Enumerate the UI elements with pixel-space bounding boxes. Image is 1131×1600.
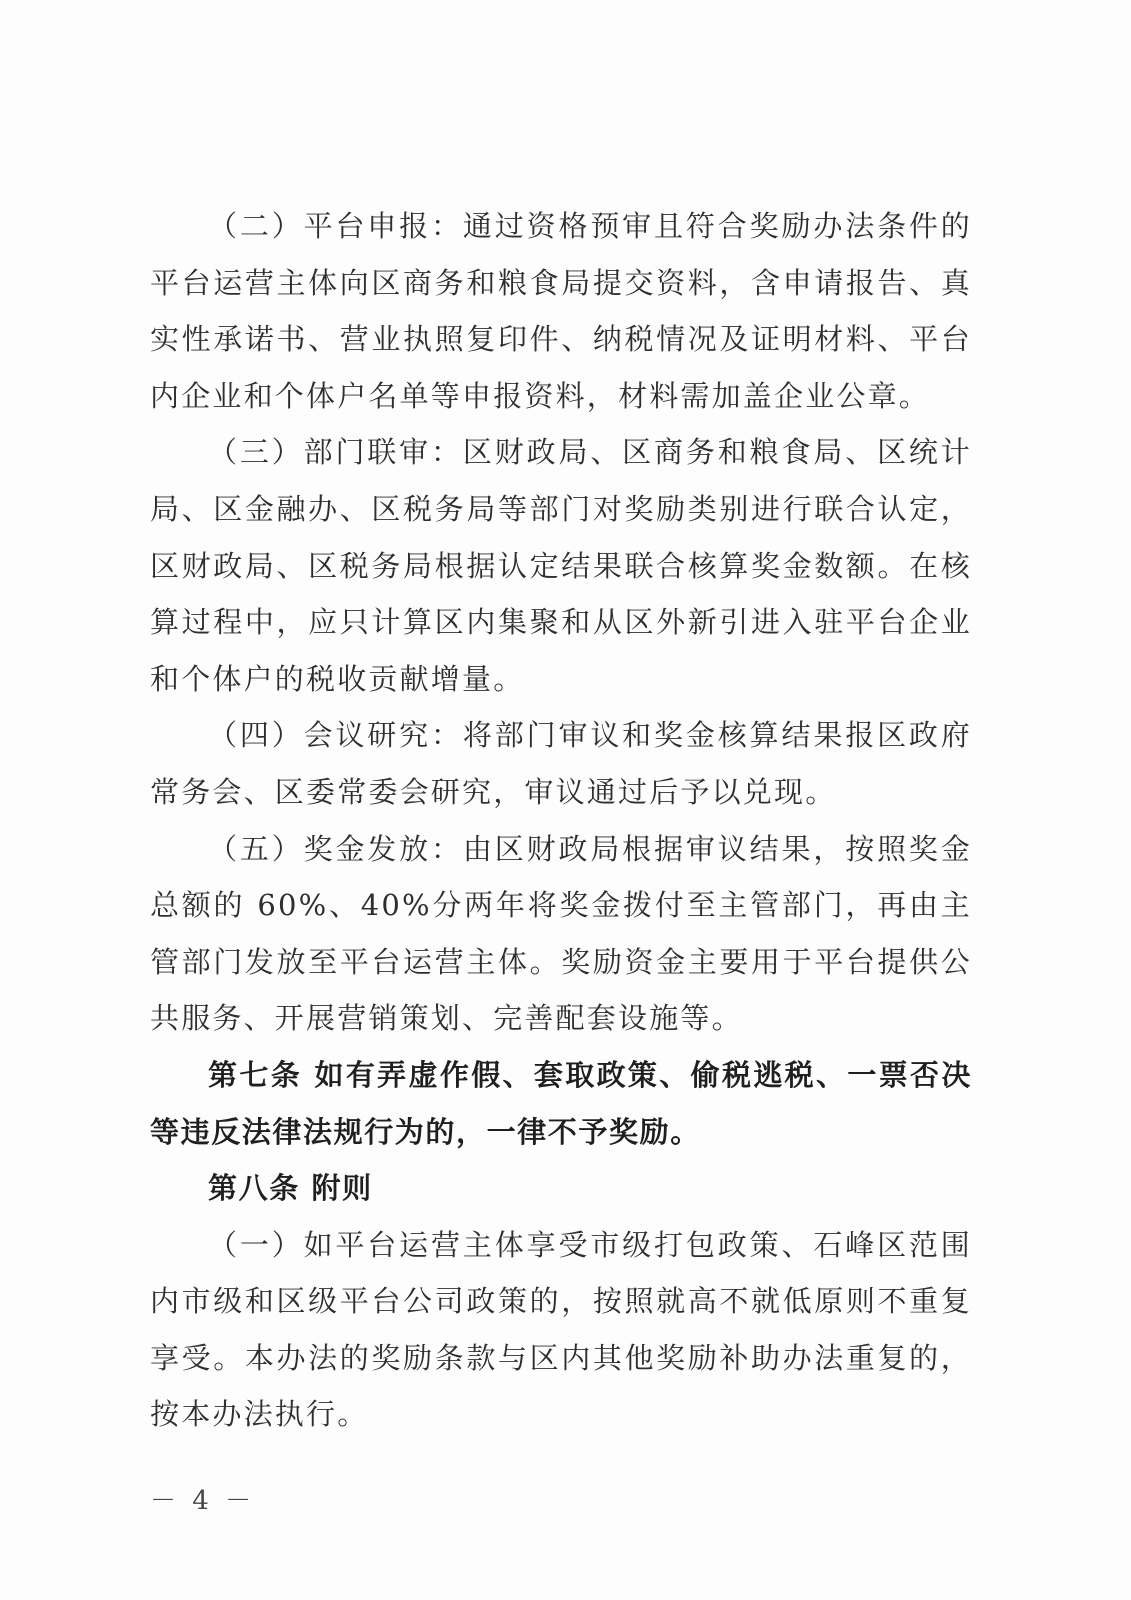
paragraph-meeting-study: （四）会议研究：将部门审议和奖金核算结果报区政府常务会、区委常委会研究，审议通过后予以兑现。 [150,718,972,809]
document-body [150,198,972,1443]
page-number: － 4 － [150,1486,256,1516]
paragraph-supplementary-one: （一）如平台运营主体享受市级打包政策、石峰区范围内市级和区级平台公司政策的，按照就高不就低原则不重复享受。本办法的奖励条款与区内其他奖励补助办法重复的，按本办法执行。 [150,1227,972,1432]
paragraph-bonus-distribution: （五）奖金发放：由区财政局根据审议结果，按照奖金总额的 60%、40%分两年将奖金拨付至主管部门，再由主管部门发放至平台运营主体。奖励资金主要用于平台提供公共服务、开展营销策划、完善配套设施等。 [150,831,972,1036]
article-seven: 第七条 如有弄虚作假、套取政策、偷税逃税、一票否决等违反法律法规行为的，一律不予奖励。 [150,1057,972,1149]
paragraph-joint-review: （三）部门联审：区财政局、区商务和粮食局、区统计局、区金融办、区税务局等部门对奖励类别进行联合认定，区财政局、区税务局根据认定结果联合核算奖金数额。在核算过程中，应只计算区内集聚和从区外新引进入驻平台企业和个体户的税收贡献增量。 [150,435,972,696]
article-eight-heading: 第八条 附则 [208,1171,373,1206]
paragraph-platform-application: （二）平台申报：通过资格预审且符合奖励办法条件的平台运营主体向区商务和粮食局提交资料，含申请报告、真实性承诺书、营业执照复印件、纳税情况及证明材料、平台内企业和个体户名单等申报资料，材料需加盖企业公章。 [150,209,972,413]
